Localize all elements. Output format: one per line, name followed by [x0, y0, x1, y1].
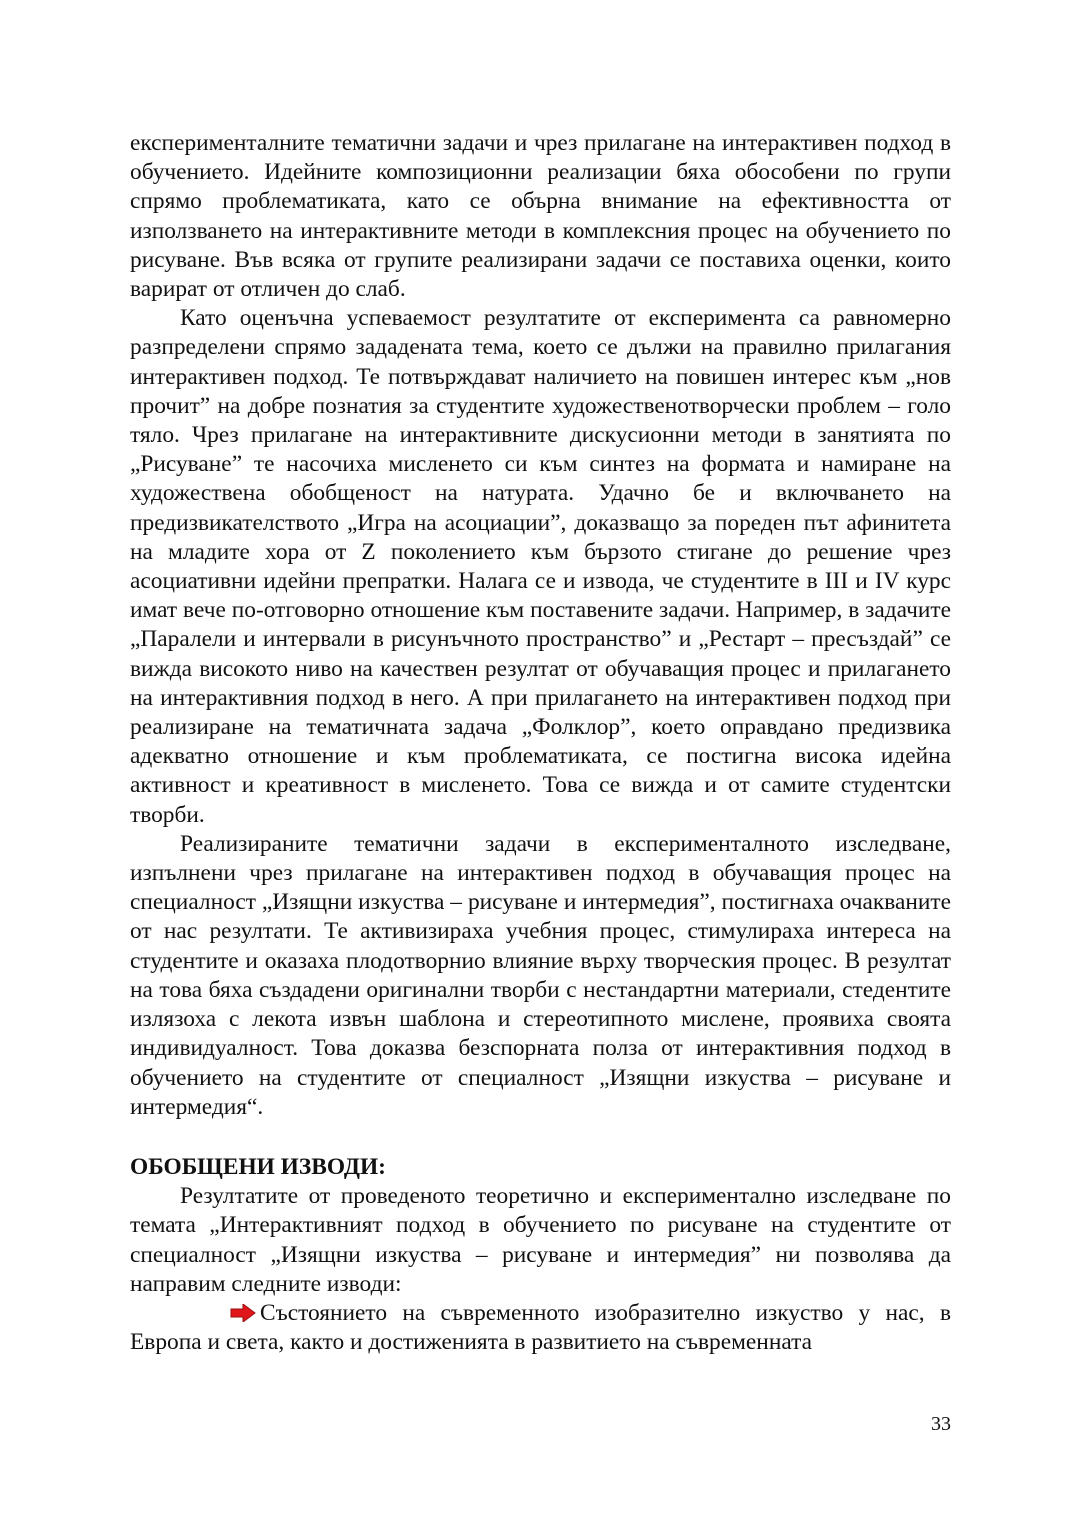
paragraph-conclusions-intro: Резултатите от проведеното теоретично и експериментално изследване по темата „Интерактивният подход в обучението по рисуване на студентите от специалност „Изящни изкуства – рисуване и интермедия” ни позволява да направим следните изводи: — [130, 1183, 951, 1297]
paragraph-intro: експерименталните тематични задачи и чрез прилагане на интерактивен подход в обучението. Идейните композиционни реализации бяха обособени по групи спрямо проблематиката, като се обърна внимание на ефективността от използването на интерактивните методи в комплексния процес на обучението по рисуване. Във всяка от групите реализирани задачи се поставиха оценки, които варират от отличен до слаб. — [130, 130, 951, 303]
bullet-paragraph — [130, 1299, 951, 1357]
section-heading: ОБОБЩЕНИ ИЗВОДИ: — [130, 1153, 386, 1180]
red-arrow-icon — [230, 1304, 256, 1322]
page-number: 33 — [931, 1413, 951, 1435]
page-content — [130, 129, 951, 1357]
paragraph-results: Реализираните тематични задачи в експерименталното изследване, изпълнени чрез прилагане на интерактивен подход в обучаващия процес на специалност „Изящни изкуства – рисуване и интермедия”, постигнаха очакваните от нас резултати. Те активизираха учебния процес, стимулираха интереса на студентите и оказаха плодотворнио влияние върху творческия процес. В резултат на това бяха създадени оригинални творби с нестандартни материали, стедентите излязоха с лекота извън шаблона и стереотипното мислене, проявиха своята индивидуалност. Това доказва безспорната полза от интерактивния подход в обучението на студентите от специалност „Изящни изкуства – рисуване и интермедия“. — [130, 830, 951, 1120]
bullet-text: Състоянието на съвременното изобразително изкуство у нас, в Европа и света, както и достиженията в развитието на съвременната — [130, 1299, 951, 1356]
paragraph-assessment: Като оценъчна успеваемост резултатите от експеримента са равномерно разпределени спрямо зададената тема, което се дължи на правилно прилагания интерактивен подход. Те потвърждават наличието на повишен интерес към „нов прочит” на добре познатия за студентите художественотворчески проблем – голо тяло. Чрез прилагане на интерактивните дискусионни методи в занятията по „Рисуване” те насочиха мисленето си към синтез на формата и намиране на художествена обобщеност на натурата. Удачно бе и включването на предизвикателството „Игра на асоциации”, доказващо за пореден път афинитета на младите хора от Z поколението към бързото стигане до решение чрез асоциативни идейни препратки. Налага се и извода, че студентите в III и IV курс имат вече по-отговорно отношение към поставените задачи. Например, в задачите „Паралели и интервали в рисунъчното пространство” и „Рестарт – пресъздай” се вижда високото ниво на качествен резултат от обучаващия процес и прилагането на интерактивния подход в него. А при прилагането на интерактивен подход при реализиране на тематичната задача „Фолклор”, което оправдано предизвика адекватно отношение и към проблематиката, се постигна висока идейна активност и креативност в мисленето. Това се вижда и от самите студентски творби. — [130, 305, 951, 828]
